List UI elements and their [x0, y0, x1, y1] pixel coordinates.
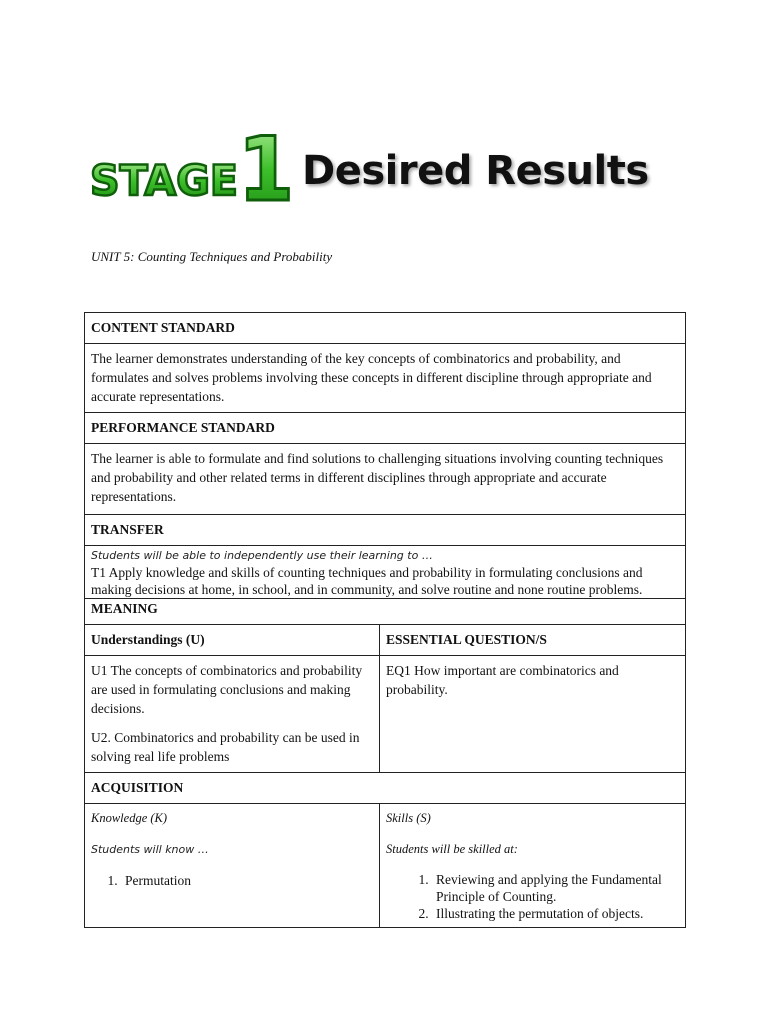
skills-intro: Students will be skilled at: [386, 842, 518, 856]
knowledge-list [91, 871, 373, 890]
essential-question-eq1: EQ1 How important are combinatorics and probability. [380, 656, 686, 773]
unit-title: UNIT 5: Counting Techniques and Probability [91, 249, 333, 264]
stage-table [84, 312, 686, 928]
knowledge-intro: Students will know … [91, 843, 209, 856]
skills-list [386, 871, 679, 922]
meaning-heading: MEANING [85, 599, 686, 625]
knowledge-label: Knowledge (K) [91, 811, 168, 825]
transfer-intro: Students will be able to independently use their learning to … [91, 549, 433, 562]
essential-questions-header: ESSENTIAL QUESTION/S [380, 625, 686, 656]
content-standard-heading: CONTENT STANDARD [85, 313, 686, 344]
skills-cell [380, 804, 686, 928]
understandings-header: Understandings (U) [85, 625, 380, 656]
transfer-cell [85, 546, 686, 599]
list-item: 1. Reviewing and applying the Fundamental Principle of Counting. [432, 871, 679, 905]
transfer-t1: T1 Apply knowledge and skills of counting techniques and probability in formulating conclusions and making decisions at home, in school, and in community, and solve routine and none routine problems. [91, 565, 643, 597]
understanding-u2: U2. Combinatorics and probability can be used in solving real life problems [91, 730, 360, 764]
understanding-u1: U1 The concepts of combinatorics and probability are used in formulating conclusions and making decisions. [91, 663, 363, 716]
transfer-heading: TRANSFER [85, 515, 686, 546]
list-item: 1. Permutation [121, 871, 373, 890]
page-title: Desired Results [302, 148, 649, 194]
performance-standard-text: The learner is able to formulate and find solutions to challenging situations involving counting techniques and probability and other related terms in different disciplines through appropriate and accurate representations. [85, 444, 686, 515]
understandings-cell [85, 656, 380, 773]
stage-1-logo [88, 120, 298, 208]
logo-stage-text: STAGE [90, 156, 238, 205]
skills-label: Skills (S) [386, 811, 431, 825]
list-item: 2. Illustrating the permutation of objects. [432, 905, 679, 922]
acquisition-heading: ACQUISITION [85, 773, 686, 804]
performance-standard-heading: PERFORMANCE STANDARD [85, 413, 686, 444]
content-standard-text: The learner demonstrates understanding of the key concepts of combinatorics and probability, and formulates and solves problems involving these concepts in different discipline through appropriate and accurate representations. [85, 344, 686, 413]
page-header [88, 120, 688, 210]
knowledge-cell [85, 804, 380, 928]
logo-number-text: 1 [238, 120, 294, 208]
